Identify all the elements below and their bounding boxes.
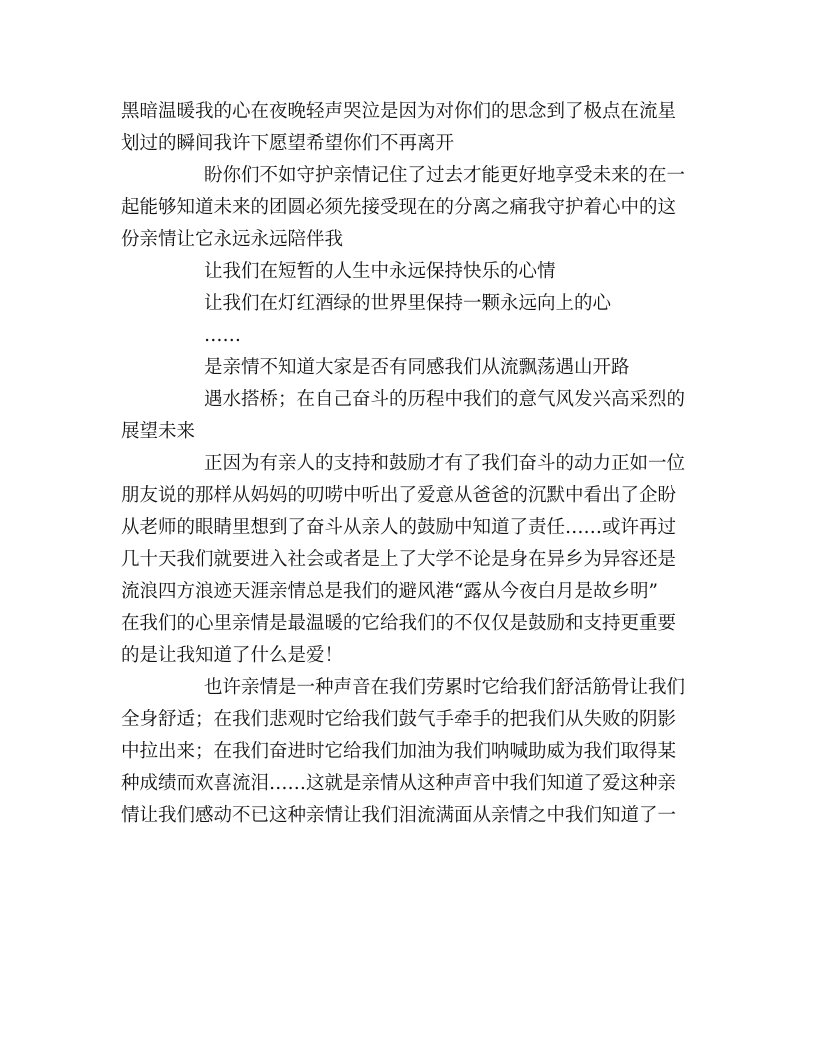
- text-line: 份亲情让它永远永远陪伴我: [121, 229, 344, 250]
- text-line: 起能够知道未来的团圆必须先接受现在的分离之痛我守护着心中的这: [121, 197, 677, 218]
- text-line: 划过的瞬间我许下愿望希望你们不再离开: [121, 133, 455, 154]
- text-line: 是亲情不知道大家是否有同感我们从流飘荡遇山开路: [204, 357, 630, 378]
- text-line: ……: [204, 325, 241, 346]
- text-line: 朋友说的那样从妈妈的叨唠中听出了爱意从爸爸的沉默中看出了企盼: [121, 485, 677, 506]
- text-line: 遇水搭桥；在自己奋斗的历程中我们的意气风发兴高采烈的: [204, 389, 686, 410]
- text-line: 让我们在灯红酒绿的世界里保持一颗永远向上的心: [204, 293, 612, 314]
- text-line: 从老师的眼睛里想到了奋斗从亲人的鼓励中知道了责任……或许再过: [121, 517, 677, 538]
- text-line: 情让我们感动不已这种亲情让我们泪流满面从亲情之中我们知道了一: [121, 805, 677, 826]
- text-line: 也许亲情是一种声音在我们劳累时它给我们舒活筋骨让我们: [204, 677, 686, 698]
- text-line: 正因为有亲人的支持和鼓励才有了我们奋斗的动力正如一位: [204, 453, 686, 474]
- text-line: 全身舒适；在我们悲观时它给我们鼓气手牵手的把我们从失败的阴影: [121, 709, 677, 730]
- text-line: 盼你们不如守护亲情记住了过去才能更好地享受未来的在一: [204, 165, 686, 186]
- text-line: 中拉出来；在我们奋进时它给我们加油为我们呐喊助威为我们取得某: [121, 741, 677, 762]
- body-text: [121, 96, 701, 832]
- text-line: 黑暗温暖我的心在夜晚轻声哭泣是因为对你们的思念到了极点在流星: [121, 101, 677, 122]
- text-line: 的是让我知道了什么是爱！: [121, 645, 344, 666]
- text-line: 展望未来: [121, 421, 196, 442]
- text-line: 让我们在短暂的人生中永远保持快乐的心情: [204, 261, 556, 282]
- text-line: 流浪四方浪迹天涯亲情总是我们的避风港“露从今夜白月是故乡明”: [121, 581, 658, 602]
- text-line: 在我们的心里亲情是最温暖的它给我们的不仅仅是鼓励和支持更重要: [121, 613, 677, 634]
- text-line: 种成绩而欢喜流泪……这就是亲情从这种声音中我们知道了爱这种亲: [121, 773, 677, 794]
- text-line: 几十天我们就要进入社会或者是上了大学不论是身在异乡为异容还是: [121, 549, 677, 570]
